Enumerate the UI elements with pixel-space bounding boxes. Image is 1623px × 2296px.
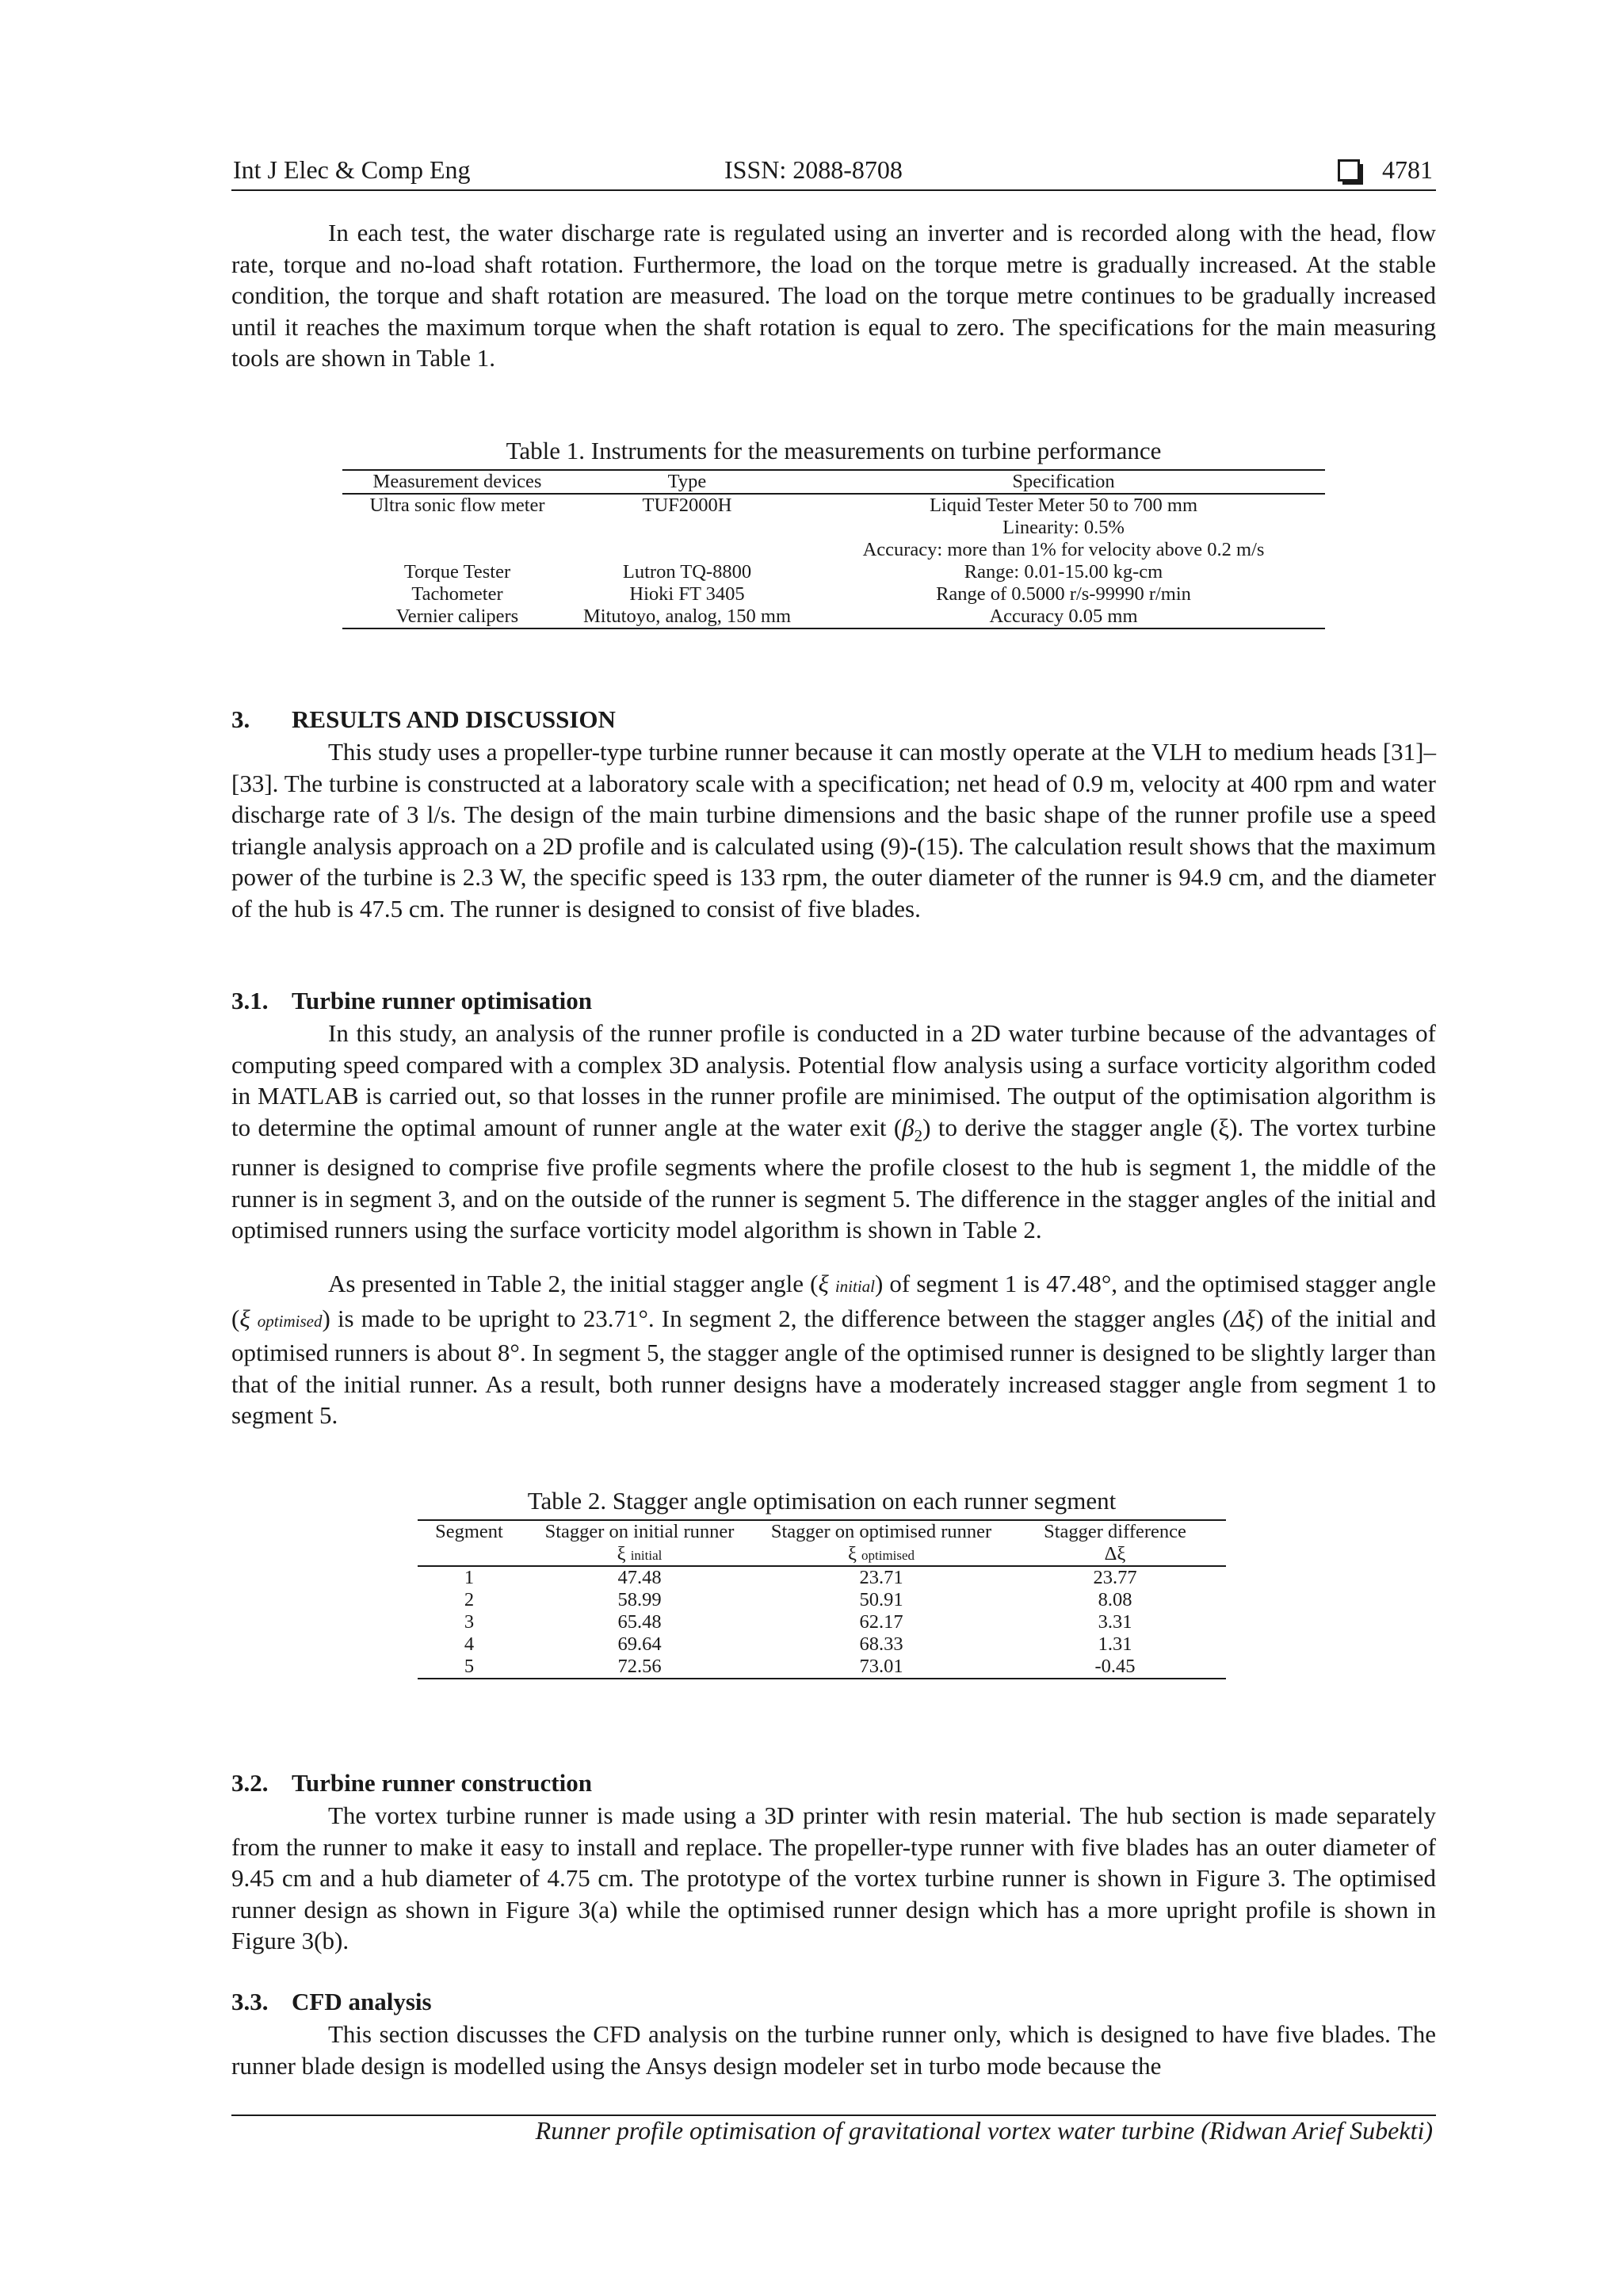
table2-subheader-cell <box>758 1543 1004 1566</box>
subsection-title: CFD analysis <box>292 1988 432 2015</box>
table1-row <box>342 561 1325 583</box>
running-footer: Runner profile optimisation of gravitational vortex water turbine (Ridwan Arief Subekti) <box>535 2116 1433 2145</box>
subsection-number: 3.1. <box>231 987 269 1014</box>
symbol-subscript: 2 <box>914 1125 923 1145</box>
table2 <box>418 1519 1226 1679</box>
table1-cell <box>342 539 572 561</box>
table1 <box>342 469 1325 629</box>
symbol-xi: ξ <box>617 1543 626 1564</box>
symbol-subscript: optimised <box>257 1311 323 1331</box>
table1-cell: Range of 0.5000 r/s-99990 r/min <box>936 583 1191 605</box>
paragraph-construction: The vortex turbine runner is made using a 3D printer with resin material. The hub section is made separately from the runner to make it easy to install and replace. The propeller-type runner with five blades has an outer diameter of 9.45 cm and a hub diameter of 4.75 cm. The prototype of the vortex turbine runner is shown in Figure 3. The optimised runner design as shown in Figure 3(a) while the optimised runner design which has a more upright profile is shown in Figure 3(b). <box>231 1801 1436 1954</box>
table2-row <box>418 1633 1226 1656</box>
symbol-xi: ξ <box>239 1304 250 1332</box>
header-rule <box>231 189 1436 191</box>
section-number: 3. <box>231 705 250 733</box>
table2-subheader-cell <box>521 1543 758 1566</box>
table1-cell: Vernier calipers <box>342 606 572 628</box>
table1-cell: Hioki FT 3405 <box>629 583 745 605</box>
text-run: ) is made to be upright to 23.71°. In segment 2, the difference between the stagger angles ( <box>322 1304 1231 1332</box>
table1-header-cell: Type <box>572 470 802 494</box>
table2-cell: 4 <box>464 1633 475 1655</box>
table2-cell: 23.71 <box>859 1567 903 1588</box>
issn: ISSN: 2088-8708 <box>724 155 903 184</box>
table2-cell: 68.33 <box>859 1633 903 1655</box>
symbol-beta: β <box>902 1113 915 1141</box>
table2-cell: 8.08 <box>1098 1589 1132 1610</box>
symbol-subscript: optimised <box>861 1548 915 1563</box>
symbol-delta-xi: Δξ <box>1230 1304 1256 1332</box>
table1-row <box>342 494 1325 517</box>
table1-cell: Lutron TQ-8800 <box>622 561 752 583</box>
paragraph-optimisation-1 <box>231 1018 1436 1246</box>
table2-header-cell: Stagger difference <box>1004 1520 1226 1543</box>
table2-cell: 47.48 <box>617 1567 662 1588</box>
table1-caption: Table 1. Instruments for the measurements on turbine performance <box>506 437 1162 464</box>
table2-cell: 1.31 <box>1098 1633 1132 1655</box>
table1-cell: Linearity: 0.5% <box>1002 517 1125 538</box>
subsection-title: Turbine runner construction <box>292 1769 592 1797</box>
subsection-number: 3.2. <box>231 1769 269 1797</box>
paragraph-test-procedure: In each test, the water discharge rate is regulated using an inverter and is recorded along with the head, flow rate, torque and no-load shaft rotation. Furthermore, the load on the torque metre is gradually increased. At the stable condition, the torque and shaft rotation are measured. The load on the torque metre continues to be gradually increased until it reaches the maximum torque when the shaft rotation is equal to zero. The specifications for the main measuring tools are shown in Table 1. <box>231 219 1436 372</box>
table2-cell: 3 <box>464 1611 475 1633</box>
table1-cell: Liquid Tester Meter 50 to 700 mm <box>929 495 1198 516</box>
subsection-heading-3-3 <box>231 1988 432 2016</box>
text-run: ) of segment 1 is 47.48°, and the optimised stagger angle ( <box>231 1270 1436 1332</box>
table2-header-cell: Stagger on optimised runner <box>758 1520 1004 1543</box>
table2-cell: 23.77 <box>1093 1567 1137 1588</box>
symbol-subscript: initial <box>834 1277 875 1296</box>
paragraph-cfd: This section discusses the CFD analysis on the turbine runner only, which is designed to have five blades. The runner blade design is modelled using the Ansys design modeler set in turbo mode because the <box>231 2020 1436 2080</box>
table2-cell: -0.45 <box>1004 1656 1226 1679</box>
table2-row <box>418 1611 1226 1633</box>
table1-cell <box>342 517 572 539</box>
paragraph-results: This study uses a propeller-type turbine runner because it can mostly operate at the VLH to medium heads [31]–[33]. The turbine is constructed at a laboratory scale with a specification; net head of 0.9 m, velocity at 400 rpm and water discharge rate of 3 l/s. The design of the main turbine dimensions and the basic shape of the runner profile use a speed triangle analysis approach on a 2D profile and is calculated using (9)-(15). The calculation result shows that the maximum power of the turbine is 2.3 W, the specific speed is 133 rpm, the outer diameter of the runner is 94.9 cm, and the diameter of the hub is 47.5 cm. The runner is designed to consist of five blades. <box>231 738 1436 923</box>
subsection-number: 3.3. <box>231 1988 269 2015</box>
text-run: As presented in Table 2, the initial stagger angle ( <box>328 1270 819 1297</box>
table2-cell: 72.56 <box>521 1656 758 1679</box>
table2-cell: 58.99 <box>617 1589 662 1610</box>
table2-body <box>418 1566 1226 1679</box>
journal-name: Int J Elec & Comp Eng <box>233 155 471 184</box>
table1-header-cell: Measurement devices <box>342 470 572 494</box>
table2-header-cell: Segment <box>418 1520 521 1543</box>
paper-page <box>231 0 1436 2296</box>
table1-cell: Torque Tester <box>403 561 511 583</box>
table1-cell <box>572 539 802 561</box>
table2-subheader-cell: Δξ <box>1004 1543 1226 1566</box>
table2-cell: 62.17 <box>859 1611 903 1633</box>
table1-cell: Mitutoyo, analog, 150 mm <box>572 606 802 628</box>
text-run: ) of the initial and optimised runners is about 8°. In segment 5, the stagger angle of the optimised runner is designed to be slightly larger than that of the initial runner. As a result, both runner designs have a moderately increased stagger angle from segment 1 to segment 5. <box>231 1304 1437 1429</box>
table2-cell: 2 <box>464 1589 475 1610</box>
table2-row <box>418 1589 1226 1611</box>
table1-row <box>342 517 1325 539</box>
subsection-heading-3-2 <box>231 1769 592 1797</box>
table2-cell: 5 <box>418 1656 521 1679</box>
section-heading-3 <box>231 705 616 734</box>
table2-subheader-cell <box>418 1543 521 1566</box>
table2-caption: Table 2. Stagger angle optimisation on each runner segment <box>527 1487 1117 1515</box>
table1-cell: Accuracy: more than 1% for velocity above 0.2 m/s <box>862 539 1265 560</box>
table2-row <box>418 1656 1226 1679</box>
table1-cell: Tachometer <box>411 583 503 605</box>
table1-cell: Range: 0.01-15.00 kg-cm <box>964 561 1163 583</box>
running-header <box>231 155 1436 192</box>
subsection-heading-3-1 <box>231 987 592 1015</box>
symbol-xi: ξ <box>847 1543 857 1564</box>
square-bullet-icon <box>1338 159 1360 181</box>
table2-cell: 50.91 <box>859 1589 903 1610</box>
table1-row <box>342 583 1325 606</box>
symbol-xi: ξ <box>818 1270 829 1297</box>
table1-header-cell: Specification <box>802 470 1325 494</box>
text-run: In this study, an analysis of the runner profile is conducted in a 2D water turbine because of the advantages of computing speed compared with a complex 3D analysis. Potential flow analysis using a surface vorticity algorithm coded in MATLAB is carried out, so that losses in the runner profile are minimised. The output of the optimisation algorithm is to determine the optimal amount of runner angle at the water exit ( <box>231 1019 1436 1141</box>
table1-body <box>342 494 1325 628</box>
table2-cell: 1 <box>464 1567 475 1588</box>
table2-cell: 69.64 <box>617 1633 662 1655</box>
table1-cell: TUF2000H <box>642 495 732 516</box>
table1-row <box>342 539 1325 561</box>
text-run: ) to derive the stagger angle (ξ). The vortex turbine runner is designed to comprise five profile segments where the profile closest to the hub is segment 1, the middle of the runner is in segment 3, and on the outside of the runner is segment 5. The difference in the stagger angles of the initial and optimised runners using the surface vorticity model algorithm is shown in Table 2. <box>231 1113 1436 1244</box>
symbol-subscript: initial <box>630 1548 663 1563</box>
page-number: 4781 <box>1382 155 1433 184</box>
table1-cell <box>572 517 802 539</box>
table1-cell: Accuracy 0.05 mm <box>802 606 1325 628</box>
table2-row <box>418 1566 1226 1589</box>
table1-row <box>342 606 1325 628</box>
section-title: RESULTS AND DISCUSSION <box>292 705 616 733</box>
table2-cell: 73.01 <box>758 1656 1004 1679</box>
table2-cell: 3.31 <box>1098 1611 1132 1633</box>
table1-cell: Ultra sonic flow meter <box>369 495 545 516</box>
subsection-title: Turbine runner optimisation <box>292 987 592 1014</box>
table2-cell: 65.48 <box>617 1611 662 1633</box>
table2-header-cell: Stagger on initial runner <box>521 1520 758 1543</box>
paragraph-optimisation-2 <box>231 1268 1436 1431</box>
